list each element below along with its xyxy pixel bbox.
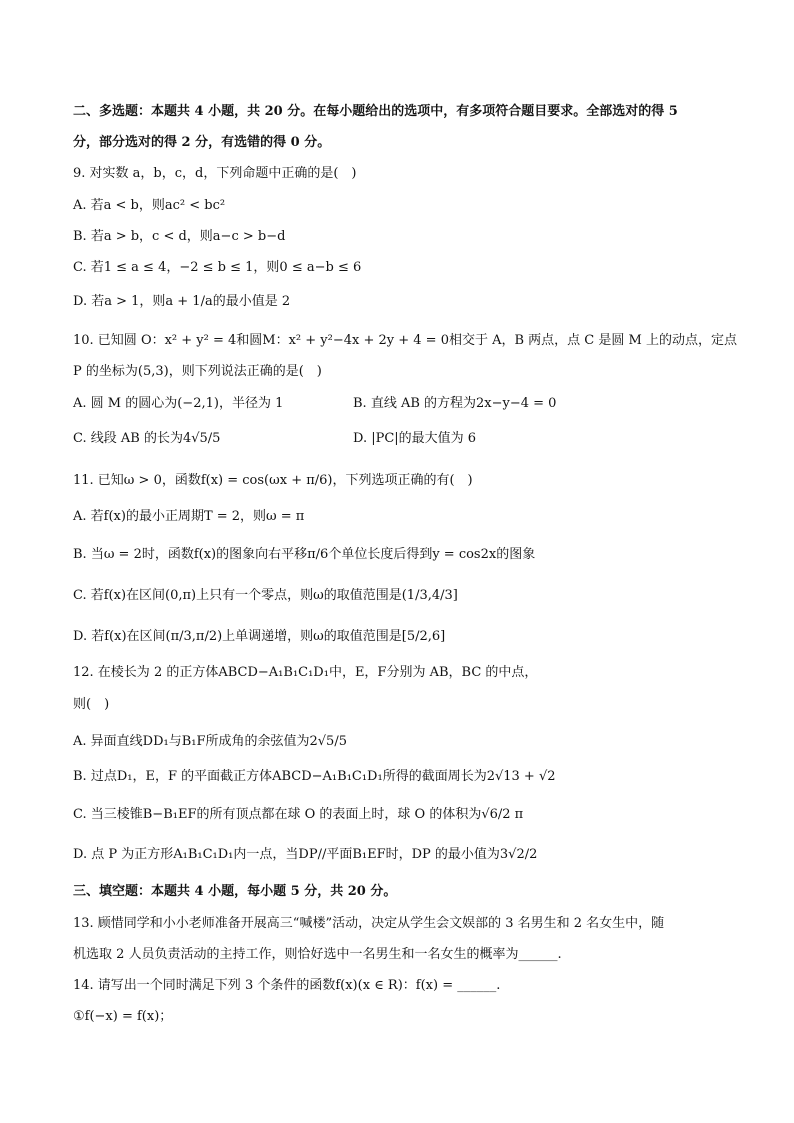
q9-stem: 9. 对实数 a，b，c，d，下列命题中正确的是( ) [73,166,357,181]
q10-option-b: B. 直线 AB 的方程为2x−y−4 = 0 [353,396,557,411]
q10-option-a: A. 圆 M 的圆心为(−2,1)，半径为 1 [73,396,284,411]
q13-line1: 13. 顾惜同学和小小老师准备开展高三“喊楼”活动，决定从学生会文娱部的 3 名男生和 2 名女生中，随 [73,916,665,931]
q9-option-c: C. 若1 ≤ a ≤ 4，−2 ≤ b ≤ 1，则0 ≤ a−b ≤ 6 [73,260,362,275]
q12-stem: 12. 在棱长为 2 的正方体ABCD−A₁B₁C₁D₁中，E，F分别为 AB，BC 的中点， [73,665,538,680]
q14-condition-1: ①f(−x) = f(x)； [73,1009,173,1024]
q10-option-c: C. 线段 AB 的长为4√5/5 [73,431,221,446]
q14-stem: 14. 请写出一个同时满足下列 3 个条件的函数f(x)(x ∈ R)：f(x) = ______. [73,978,501,993]
q12-option-a: A. 异面直线DD₁与B₁F所成角的余弦值为2√5/5 [73,734,347,749]
section2-heading: 二、多选题：本题共 4 小题，共 20 分。在每小题给出的选项中，有多项符合题目要求。全部选对的得 5 [73,104,678,119]
section3-heading: 三、填空题：本题共 4 小题，每小题 5 分，共 20 分。 [73,884,397,899]
q12-option-c: C. 当三棱锥B−B₁EF的所有顶点都在球 O 的表面上时，球 O 的体积为√6/2 π [73,807,524,822]
q9-option-a: A. 若a < b，则ac² < bc² [73,198,226,213]
q13-line2: 机选取 2 人员负责活动的主持工作，则恰好选中一名男生和一名女生的概率为______. [73,947,562,962]
q10-option-d: D. |PC|的最大值为 6 [353,431,477,446]
q10-stem-cont: P 的坐标为(5,3)，则下列说法正确的是( ) [73,364,322,379]
q11-option-c: C. 若f(x)在区间(0,π)上只有一个零点，则ω的取值范围是(1/3,4/3] [73,588,458,603]
q11-option-b: B. 当ω = 2时，函数f(x)的图象向右平移π/6个单位长度后得到y = cos2x的图象 [73,547,536,562]
q12-option-d: D. 点 P 为正方形A₁B₁C₁D₁内一点，当DP//平面B₁EF时，DP 的最小值为3√2/2 [73,847,538,862]
q9-option-b: B. 若a > b，c < d，则a−c > b−d [73,229,286,244]
q12-stem-cont: 则( ) [73,697,110,712]
q11-option-d: D. 若f(x)在区间(π/3,π/2)上单调递增，则ω的取值范围是[5/2,6] [73,629,446,644]
section2-heading-cont: 分，部分选对的得 2 分，有选错的得 0 分。 [73,135,331,150]
q9-option-d: D. 若a > 1，则a + 1/a的最小值是 2 [73,294,291,309]
q11-option-a: A. 若f(x)的最小正周期T = 2，则ω = π [73,509,305,524]
q11-stem: 11. 已知ω > 0，函数f(x) = cos(ωx + π/6)，下列选项正确的有( ) [73,473,473,488]
q12-option-b: B. 过点D₁，E，F 的平面截正方体ABCD−A₁B₁C₁D₁所得的截面周长为2√13 + √2 [73,769,556,784]
q10-stem: 10. 已知圆 O：x² + y² = 4和圆M：x² + y²−4x + 2y + 4 = 0相交于 A，B 两点，点 C 是圆 M 上的动点，定点 [73,333,737,348]
